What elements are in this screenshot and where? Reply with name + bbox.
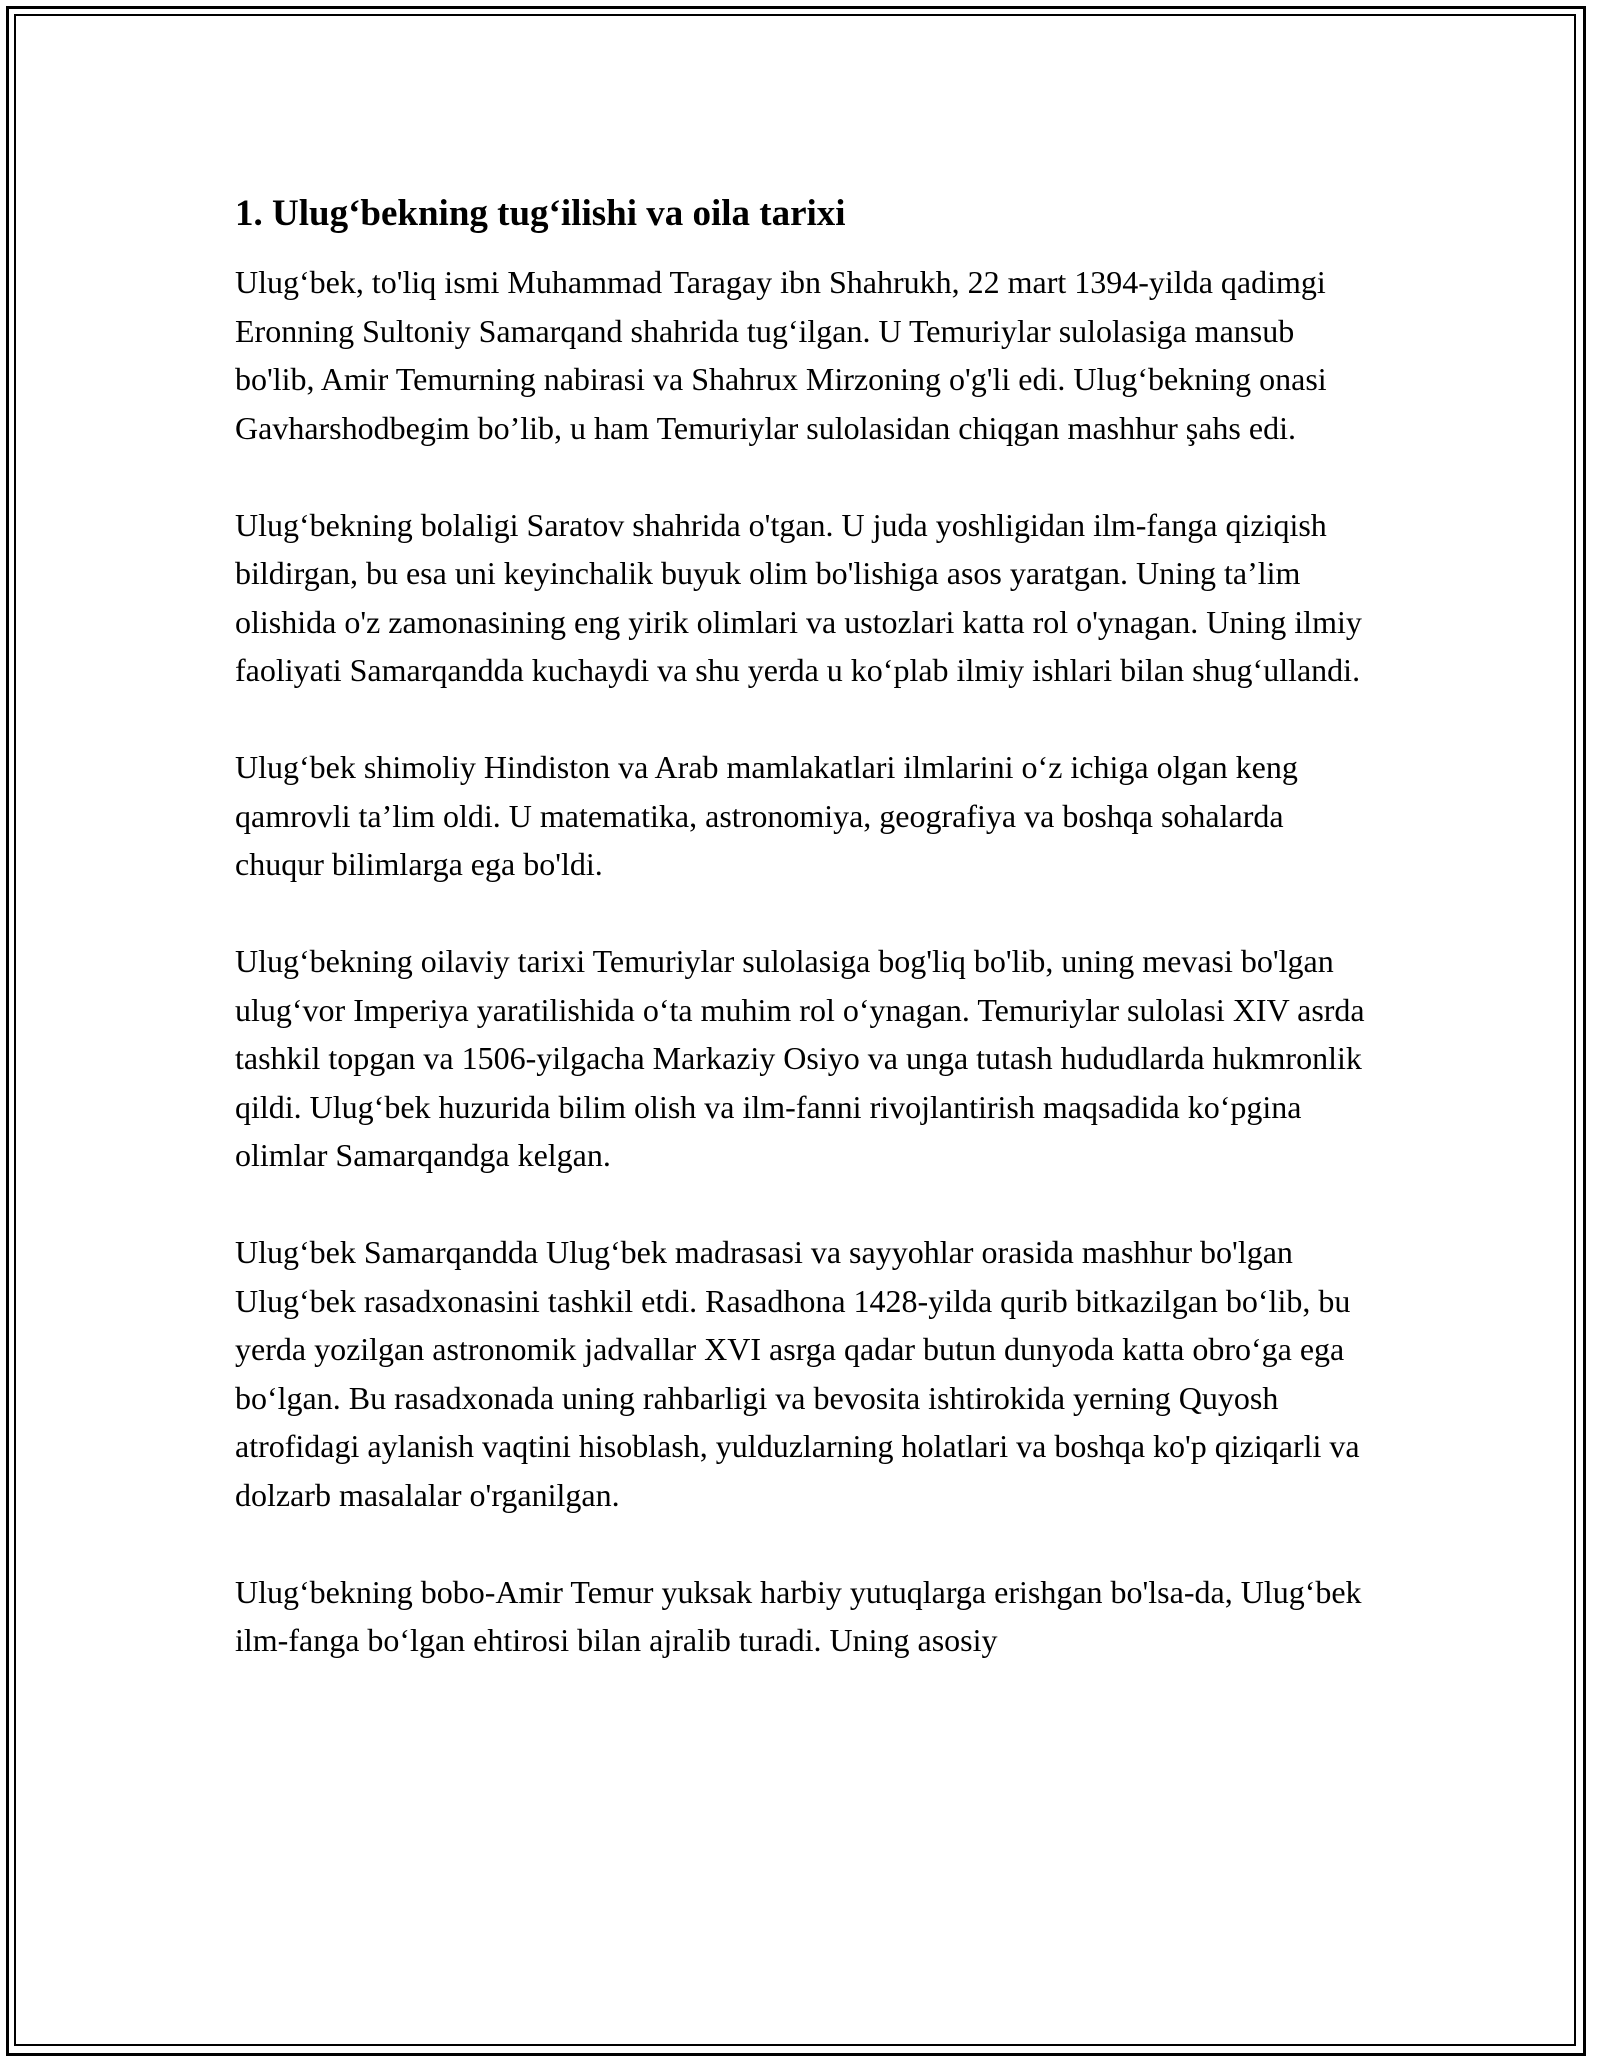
document-body	[235, 190, 1375, 1713]
paragraph-childhood: Ulug‘bekning bolaligi Saratov shahrida o'tgan. U juda yoshligidan ilm-fanga qiziqish bildirgan, bu esa uni keyinchalik buyuk olim bo'lishiga asos yaratgan. Uning ta’lim olishida o'z zamonasining eng yirik olimlari va ustozlari katta rol o'ynagan. Uning ilmiy faoliyati Samarqandda kuchaydi va shu yerda u ko‘plab ilmiy ishlari bilan shug‘ullandi.	[235, 506, 1362, 688]
paragraph-family-history: Ulug‘bekning oilaviy tarixi Temuriylar sulolasiga bog'liq bo'lib, uning mevasi bo'lgan ulug‘vor Imperiya yaratilishida o‘ta muhim rol o‘ynagan. Temuriylar sulolasi XIV asrda tashkil topgan va 1506-yilgacha Markaziy Osiyo va unga tutash hududlarda hukmronlik qildi. Ulug‘bek huzurida bilim olish va ilm-fanni rivojlantirish maqsadida ko‘pgina olimlar Samarqandga kelgan.	[235, 943, 1365, 1173]
paragraph-legacy: Ulug‘bekning bobo-Amir Temur yuksak harbiy yutuqlarga erishgan bo'lsa-da, Ulug‘bek ilm-fanga bo‘lgan ehtirosi bilan ajralib turadi. Uning asosiy	[235, 1573, 1362, 1658]
section-heading: 1. Ulug‘bekning tug‘ilishi va oila tarixi	[235, 193, 846, 234]
paragraph-birth: Ulug‘bek, to'liq ismi Muhammad Taragay ibn Shahrukh, 22 mart 1394-yilda qadimgi Eronning Sultoniy Samarqand shahrida tug‘ilgan. U Temuriylar sulolasiga mansub bo'lib, Amir Temurning nabirasi va Shahrux Mirzoning o'g'li edi. Ulug‘bekning onasi Gavharshodbegim bo’lib, u ham Temuriylar sulolasidan chiqgan mashhur şahs edi.	[235, 264, 1327, 446]
paragraph-education: Ulug‘bek shimoliy Hindiston va Arab mamlakatlari ilmlarini o‘z ichiga olgan keng qamrovli ta’lim oldi. U matematika, astronomiya, geografiya va boshqa sohalarda chuqur bilimlarga ega bo'ldi.	[235, 749, 1298, 882]
paragraph-observatory: Ulug‘bek Samarqandda Ulug‘bek madrasasi va sayyohlar orasida mashhur bo'lgan Ulug‘bek rasadxonasini tashkil etdi. Rasadhona 1428-yilda qurib bitkazilgan bo‘lib, bu yerda yozilgan astronomik jadvallar XVI asrga qadar butun dunyoda katta obro‘ga ega bo‘lgan. Bu rasadxonada uning rahbarligi va bevosita ishtirokida yerning Quyosh atrofidagi aylanish vaqtini hisoblash, yulduzlarning holatlari va boshqa ko'p qiziqarli va dolzarb masalalar o'rganilgan.	[235, 1234, 1360, 1513]
